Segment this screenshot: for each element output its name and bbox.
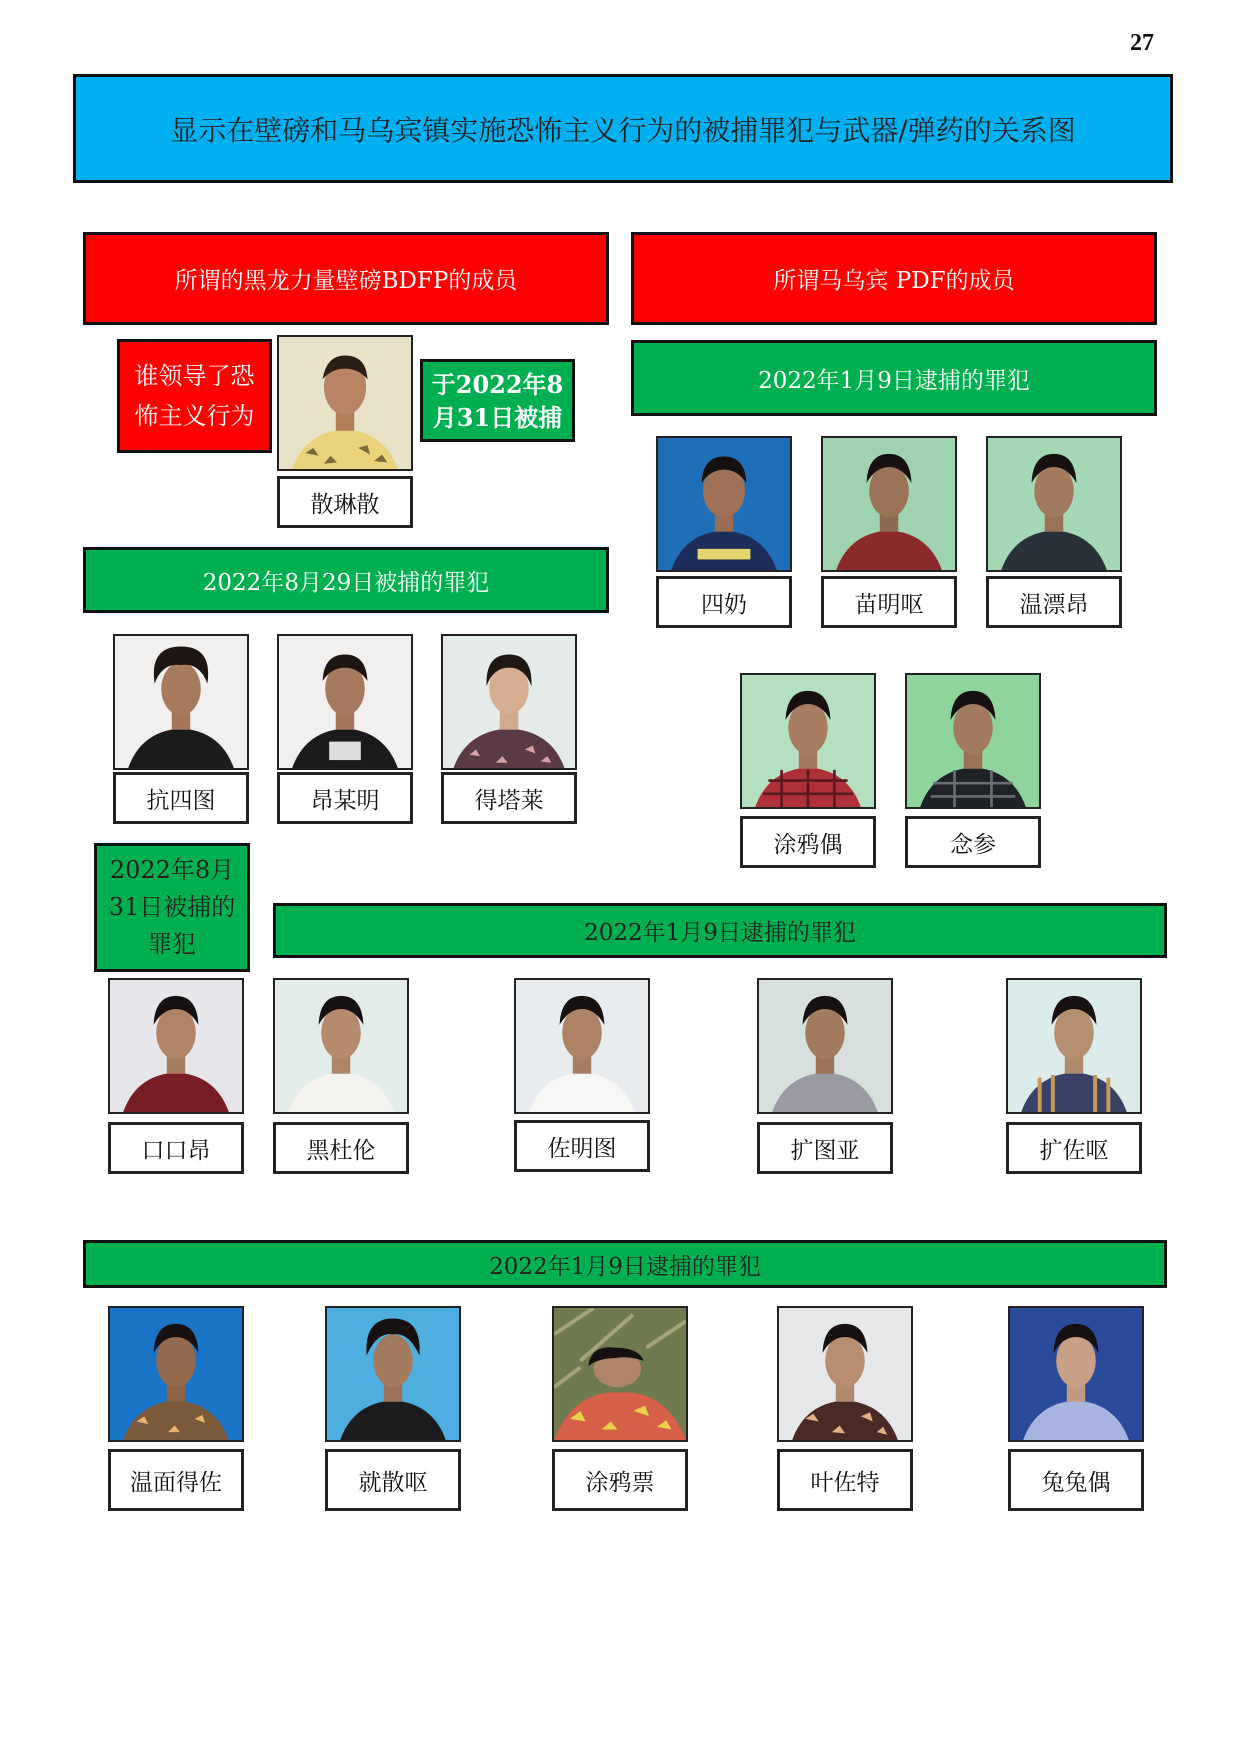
name-person-7: 涂鸦偶: [740, 816, 876, 868]
name-person-3: 得塔莱: [441, 772, 577, 824]
aug31-line2: 31日被捕的: [108, 893, 236, 921]
photo-person-1: [113, 634, 249, 770]
photo-person-16: [552, 1306, 688, 1442]
photo-person-18: [1008, 1306, 1144, 1442]
photo-person-3: [441, 634, 577, 770]
photo-person-4: [656, 436, 792, 572]
page-title: 显示在壁磅和马乌宾镇实施恐怖主义行为的被捕罪犯与武器/弹药的关系图: [73, 74, 1173, 183]
name-person-9: 口口昂: [108, 1122, 244, 1174]
right-section-header: 所谓马乌宾 PDF的成员: [631, 232, 1157, 325]
photo-person-10: [273, 978, 409, 1114]
photo-person-15: [325, 1306, 461, 1442]
photo-person-17: [777, 1306, 913, 1442]
name-person-8: 念参: [905, 816, 1041, 868]
aug29-arrest-label: 2022年8月29日被捕的罪犯: [83, 547, 609, 613]
name-person-4: 四奶: [656, 576, 792, 628]
photo-person-9: [108, 978, 244, 1114]
name-person-12: 扩图亚: [757, 1122, 893, 1174]
name-person-2: 昂某明: [277, 772, 413, 824]
photo-leader: [277, 335, 413, 471]
photo-person-14: [108, 1306, 244, 1442]
name-person-14: 温面得佐: [108, 1449, 244, 1511]
leader-role-line1: 谁领导了恐: [134, 362, 255, 390]
name-person-16: 涂鸦票: [552, 1449, 688, 1511]
leader-role-label: [117, 339, 272, 453]
photo-person-2: [277, 634, 413, 770]
left-section-header: 所谓的黑龙力量壁磅BDFP的成员: [83, 232, 609, 325]
name-person-15: 就散呕: [325, 1449, 461, 1511]
name-person-1: 抗四图: [113, 772, 249, 824]
jan9-arrest-label-bottom: 2022年1月9日逮捕的罪犯: [83, 1240, 1167, 1288]
jan9-arrest-label-middle: 2022年1月9日逮捕的罪犯: [273, 903, 1167, 958]
name-person-6: 温漂昂: [986, 576, 1122, 628]
name-person-11: 佐明图: [514, 1120, 650, 1172]
name-person-10: 黑杜伦: [273, 1122, 409, 1174]
aug31-line1: 2022年8月: [109, 856, 235, 884]
name-leader: 散琳散: [277, 476, 413, 528]
photo-person-6: [986, 436, 1122, 572]
aug31-line3: 罪犯: [148, 930, 196, 958]
leader-arrest-date: [420, 359, 575, 442]
page-number: 27: [1130, 30, 1154, 56]
photo-person-8: [905, 673, 1041, 809]
aug31-arrest-label: [94, 843, 250, 972]
photo-person-11: [514, 978, 650, 1114]
photo-person-5: [821, 436, 957, 572]
name-person-13: 扩佐呕: [1006, 1122, 1142, 1174]
name-person-17: 叶佐特: [777, 1449, 913, 1511]
leader-role-line2: 怖主义行为: [134, 402, 255, 430]
jan9-arrest-label-right: 2022年1月9日逮捕的罪犯: [631, 340, 1157, 416]
name-person-5: 苗明呕: [821, 576, 957, 628]
photo-person-7: [740, 673, 876, 809]
leader-arrest-line1: 于2022年8: [431, 369, 564, 399]
name-person-18: 兔兔偶: [1008, 1449, 1144, 1511]
photo-person-13: [1006, 978, 1142, 1114]
photo-person-12: [757, 978, 893, 1114]
leader-arrest-line2: 月31日被捕: [432, 402, 563, 432]
